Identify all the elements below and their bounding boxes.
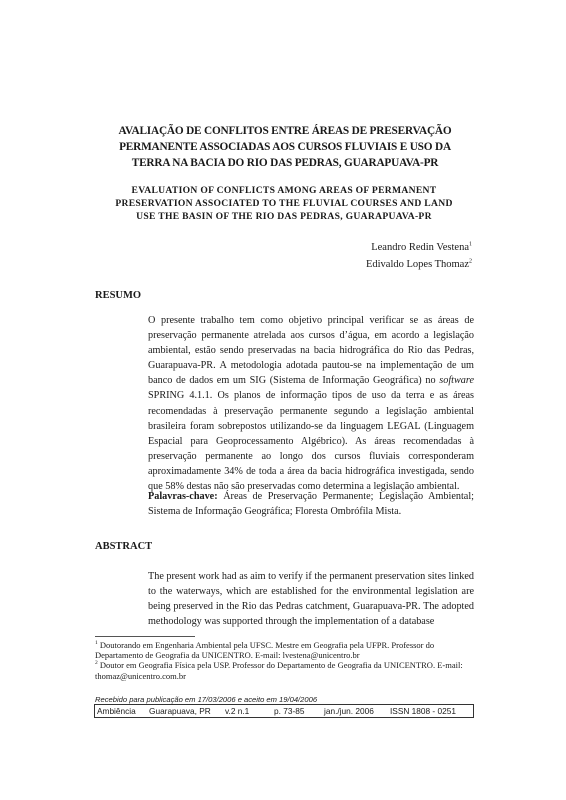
title-en-line-1: EVALUATION OF CONFLICTS AMONG AREAS OF PERMANENT — [131, 185, 437, 196]
footnotes — [95, 640, 475, 681]
journal-date: jan./jun. 2006 — [324, 706, 374, 716]
title-pt-line-2: PERMANENTE ASSOCIADAS AOS CURSOS FLUVIAIS E USO DA — [119, 141, 451, 153]
title-en-line-3: USE THE BASIN OF THE RIO DAS PEDRAS, GUARAPUAVA-PR — [136, 211, 432, 222]
journal-volume: v.2 n.1 — [225, 706, 250, 716]
resumo-italic-software: software — [439, 375, 474, 387]
title-english — [88, 184, 480, 223]
abstract-heading: ABSTRACT — [95, 541, 153, 552]
title-en-line-2: PRESERVATION ASSOCIATED TO THE FLUVIAL COURSES AND LAND — [115, 198, 453, 209]
title-pt-line-3: TERRA NA BACIA DO RIO DAS PEDRAS, GUARAPUAVA-PR — [131, 157, 439, 169]
journal-info-bar — [94, 704, 474, 718]
footnote-1: $^1$ Doutorando em Engenharia Ambiental pela UFSC. Mestre em Geografia pela UFPR. Professor do Departamento de Geografia da UNICENTRO. E-mail: lvestena@unicentro.br — [95, 640, 435, 661]
author-2: Edivaldo Lopes Thomaz$^2$ — [365, 258, 472, 270]
footnote-2: $^2$ Doutor em Geografia Física pela USP. Professor do Departamento de Geografia da UNICENTRO. E-mail: thomaz@unicentro.com.br — [95, 660, 463, 681]
journal-name: Ambiência — [97, 706, 136, 716]
keywords-text: Áreas de Preservação Permanente; Legislação Ambiental; Sistema de Informação Geográfica; Floresta Ombrófila Mista. — [148, 491, 474, 518]
author-1: Leandro Redin Vestena$^1$ — [371, 241, 472, 253]
journal-city: Guarapuava, PR — [149, 706, 211, 716]
footnote-divider — [95, 636, 195, 637]
received-date: Recebido para publicação em 17/03/2006 e aceito em 19/04/2006 — [95, 695, 318, 704]
resumo-heading: RESUMO — [95, 290, 142, 301]
author-2-footnote-mark: 2 — [469, 258, 472, 265]
title-pt-line-1: AVALIAÇÃO DE CONFLITOS ENTRE ÁREAS DE PRESERVAÇÃO — [118, 125, 452, 137]
journal-pages: p. 73-85 — [274, 706, 305, 716]
journal-issn: ISSN 1808 - 0251 — [390, 706, 456, 716]
resumo-text: O presente trabalho tem como objetivo principal verificar se as áreas de preservação permanente atrelada aos cursos d’água, em acordo a legislação ambiental, estão sendo preservadas na bacia hidrográfica do Rio das Pedras, Guarapuava-PR. A metodologia adotada pautou-se na implementação de um banco de dados em um SIG (Sistema de Informação Geográfica) no software SPRING 4.1.1. Os planos de informação tipos de uso da terra e as áreas recomendadas à preservação permanente segundo a legislação ambiental brasileira foram sobrepostos utilizando-se da linguagem LEGAL (Linguagem Espacial para Geoprocessamento Algébrico). As áreas recomendadas à preservação permanente ao longo dos cursos fluviais corresponderam aproximadamente 34% de toda a área da bacia hidrográfica investigada, sendo que 58% destas não são preservadas como determina a legislação ambiental. — [148, 315, 474, 493]
keywords — [148, 489, 474, 519]
title-portuguese — [95, 123, 475, 171]
keywords-label: Palavras-chave: — [148, 491, 218, 502]
abstract-text: The present work had as aim to verify if the permanent preservation sites linked to the waterways, which are established for the environmental legislation are being preserved in the Rio das Pedras catchment, Guarapuava-PR. The adopted methodology was supported through the implementation of a database — [148, 571, 474, 628]
author-1-footnote-mark: 1 — [469, 241, 472, 248]
author-list — [366, 239, 472, 273]
